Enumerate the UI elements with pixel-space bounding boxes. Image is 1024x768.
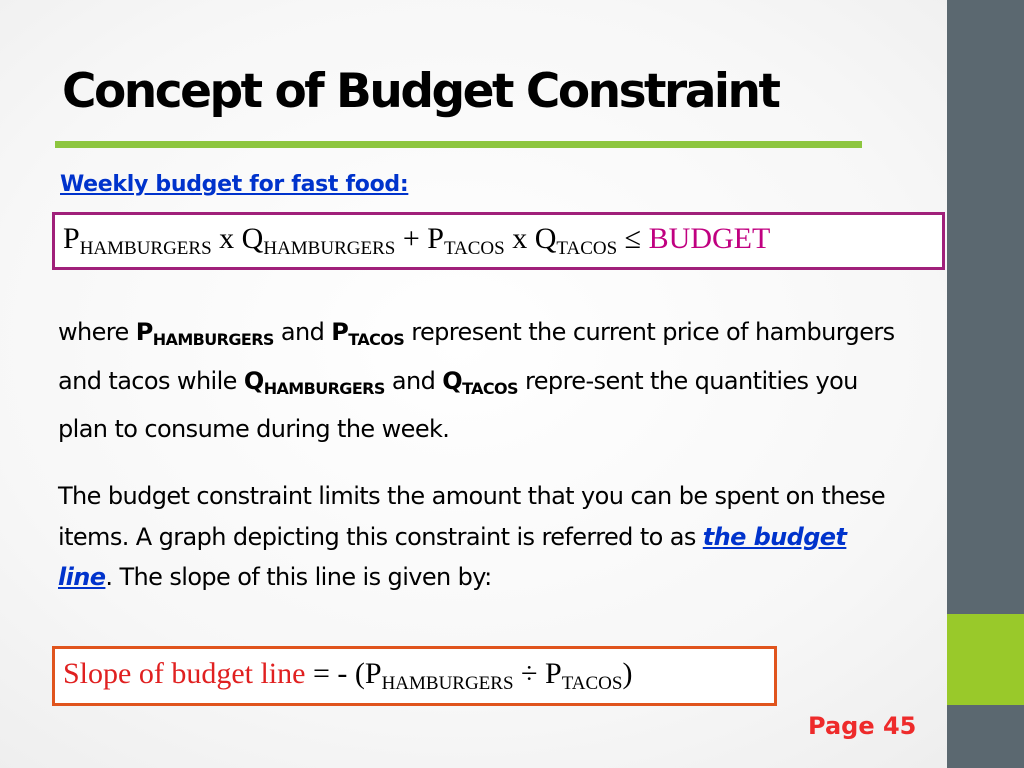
budget-line-paragraph <box>58 476 898 598</box>
price-symbol: P <box>364 657 382 690</box>
plus-operator: + <box>395 222 428 255</box>
para-text: where <box>58 318 136 346</box>
term-subscript: TACOS <box>462 378 518 398</box>
q-hamburgers-term <box>243 366 385 398</box>
tacos-subscript: TACOS <box>561 673 623 694</box>
term-subscript: TACOS <box>348 330 405 349</box>
times-operator: x <box>211 222 242 255</box>
term-subscript: HAMBURGERS <box>263 378 385 398</box>
price-symbol: P <box>63 222 80 255</box>
term-letter: Q <box>442 366 463 395</box>
quantity-symbol: Q <box>534 222 557 255</box>
price-symbol: P <box>427 222 444 255</box>
budget-line-link[interactable]: the budget line <box>58 522 847 591</box>
para-text: The budget constraint limits the amount that you can be spent on these items. A graph depicting this constraint is referred to as <box>58 482 886 551</box>
para-text: and <box>273 318 332 346</box>
para-text: represent the current price of hamburgers and tacos while <box>58 318 895 395</box>
tacos-subscript: TACOS <box>556 238 618 259</box>
budget-term: BUDGET <box>648 222 771 255</box>
weekly-budget-heading: Weekly budget for fast food: <box>60 172 409 197</box>
times-operator: x <box>504 222 535 255</box>
equals-open-paren: = - ( <box>305 657 365 690</box>
q-tacos-term <box>442 366 518 398</box>
page-number: Page 45 <box>808 712 917 740</box>
divide-operator: ÷ <box>513 657 546 690</box>
para-text: and <box>384 366 443 395</box>
slope-formula-box <box>52 646 777 706</box>
slope-label: Slope of budget line <box>63 657 306 690</box>
formula-content <box>63 222 770 260</box>
title-underline-rule <box>55 141 862 148</box>
leq-operator: ≤ <box>617 222 649 255</box>
term-letter: P <box>331 318 349 346</box>
hamburgers-subscript: HAMBURGERS <box>79 238 212 259</box>
definition-paragraph <box>58 312 898 450</box>
term-letter: Q <box>243 366 264 395</box>
quantity-symbol: Q <box>241 222 264 255</box>
slope-content <box>63 657 632 695</box>
para-text: repre-sent the quantities you plan to consume during the week. <box>58 366 858 443</box>
hamburgers-subscript: HAMBURGERS <box>263 238 396 259</box>
term-subscript: HAMBURGERS <box>152 330 274 349</box>
para-text: . The slope of this line is given by: <box>105 563 492 591</box>
hamburgers-subscript: HAMBURGERS <box>381 673 514 694</box>
tacos-subscript: TACOS <box>443 238 505 259</box>
budget-constraint-formula <box>52 212 945 270</box>
slide-title: Concept of Budget Constraint <box>62 64 779 119</box>
p-hamburgers-term <box>135 318 274 349</box>
price-symbol: P <box>545 657 562 690</box>
p-tacos-term <box>331 318 405 349</box>
term-letter: P <box>135 318 153 346</box>
close-paren: ) <box>622 657 633 690</box>
sidebar-accent-block <box>947 614 1024 705</box>
